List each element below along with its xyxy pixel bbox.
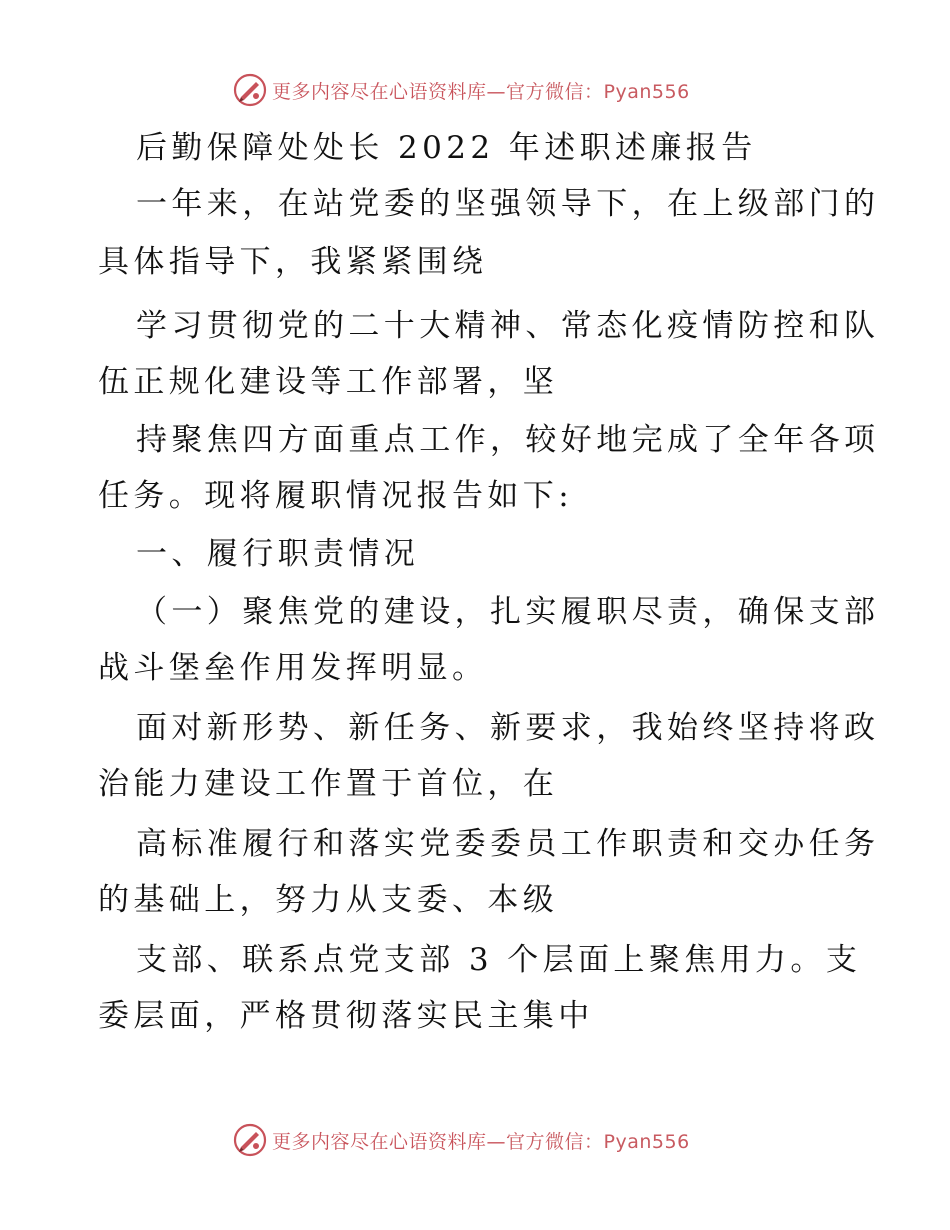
paragraph-line: 委层面，严格贯彻落实民主集中 (98, 998, 594, 1034)
paragraph-line: 支部、联系点党支部 3 个层面上聚焦用力。支 (136, 942, 862, 978)
paragraph-line: 的基础上，努力从支委、本级 (98, 882, 559, 918)
watermark-dash: — (486, 1130, 507, 1153)
header-watermark (0, 70, 950, 110)
watermark-wechat-label: 官方微信： (506, 1130, 604, 1153)
paragraph-line: 高标准履行和落实党委委员工作职责和交办任务 (136, 826, 880, 862)
pen-seal-logo-icon (232, 1122, 268, 1158)
paragraph-line: 一年来，在站党委的坚强领导下，在上级部门的 (136, 186, 880, 222)
subsection-heading: （一）聚焦党的建设，扎实履职尽责，确保支部 (136, 594, 880, 630)
paragraph-line: 面对新形势、新任务、新要求，我始终坚持将政 (136, 710, 880, 746)
watermark-wechat-label: 官方微信： (506, 80, 604, 103)
watermark-wechat-id: Pyan556 (603, 1130, 690, 1153)
paragraph-line: 任务。现将履职情况报告如下: (98, 478, 574, 514)
section-heading: 一、履行职责情况 (136, 536, 420, 572)
pen-seal-logo-icon (232, 72, 268, 108)
watermark-text (272, 1127, 690, 1154)
paragraph-line: 伍正规化建设等工作部署，坚 (98, 364, 559, 400)
watermark-text (272, 77, 690, 104)
watermark-dash: — (486, 80, 507, 103)
paragraph-line: 持聚焦四方面重点工作，较好地完成了全年各项 (136, 422, 880, 458)
paragraph-line: 学习贯彻党的二十大精神、常态化疫情防控和队 (136, 308, 880, 344)
paragraph-line: 治能力建设工作置于首位，在 (98, 766, 559, 802)
footer-watermark (0, 1120, 950, 1160)
watermark-site-text: 更多内容尽在心语资料库 (272, 80, 487, 103)
watermark-wechat-id: Pyan556 (603, 80, 690, 103)
paragraph-line: 战斗堡垒作用发挥明显。 (98, 650, 488, 686)
paragraph-line: 具体指导下，我紧紧围绕 (98, 244, 488, 280)
document-title: 后勤保障处处长 2022 年述职述廉报告 (136, 130, 757, 166)
watermark-site-text: 更多内容尽在心语资料库 (272, 1130, 487, 1153)
